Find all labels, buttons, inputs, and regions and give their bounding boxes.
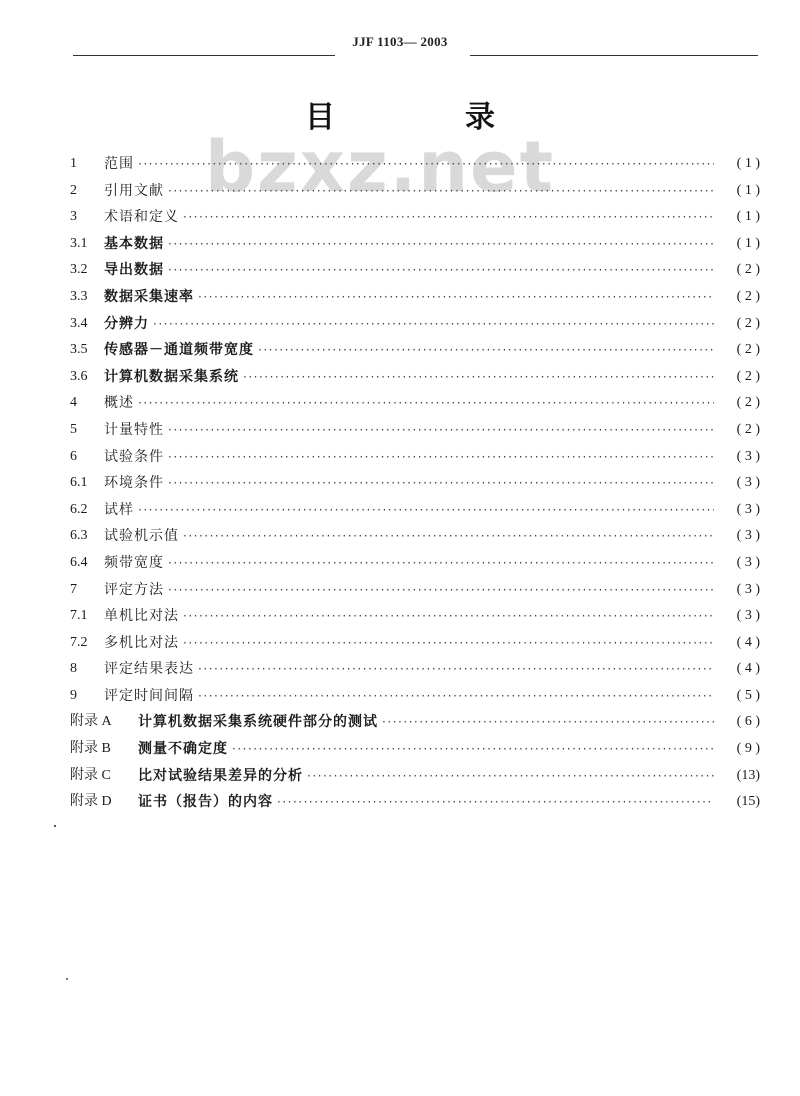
toc-dot-leader (183, 523, 714, 550)
toc-entry (70, 470, 760, 497)
toc-entry-page: ( 4 ) (736, 661, 760, 677)
toc-entry (70, 417, 760, 444)
scan-speck (54, 825, 56, 827)
toc-entry (70, 550, 760, 577)
toc-entry-number: 2 (70, 182, 77, 198)
toc-entry (70, 204, 760, 231)
toc-entry-number: 3.4 (70, 315, 88, 331)
toc-entry (70, 497, 760, 524)
toc-entry-number: 3.5 (70, 342, 88, 358)
toc-entry-number: 3 (70, 209, 77, 225)
toc-entry (70, 231, 760, 258)
toc-dot-leader (168, 178, 714, 205)
toc-dot-leader (168, 444, 714, 471)
toc-dot-leader (198, 656, 714, 683)
toc-dot-leader (382, 709, 714, 736)
toc-dot-leader (138, 151, 714, 178)
toc-entry-page: ( 3 ) (736, 501, 760, 517)
toc-entry (70, 311, 760, 338)
toc-entry-page: ( 1 ) (736, 209, 760, 225)
toc-entry-number: 6 (70, 448, 77, 464)
toc-dot-leader (277, 789, 714, 816)
toc-entry-title: 范围 (104, 156, 134, 172)
watermark: bzxz.net (204, 126, 556, 208)
toc-entry (70, 257, 760, 284)
toc-entry (70, 656, 760, 683)
toc-entry (70, 683, 760, 710)
toc-entry-number: 附录 A (70, 714, 112, 730)
toc-entry (70, 390, 760, 417)
toc-entry-number: 9 (70, 687, 77, 703)
toc-entry-number: 附录 B (70, 741, 111, 757)
toc-entry (70, 577, 760, 604)
header-rule-right (470, 55, 758, 56)
toc-dot-leader (153, 311, 714, 338)
toc-entry-number: 3.3 (70, 288, 88, 304)
toc-entry (70, 523, 760, 550)
toc-entry (70, 337, 760, 364)
toc-dot-leader (243, 364, 714, 391)
toc-entry-title: 概述 (104, 395, 134, 412)
toc-entry-number: 7 (70, 581, 77, 597)
toc-entry-page: ( 2 ) (736, 395, 760, 411)
toc-dot-leader (168, 257, 714, 284)
toc-entry-title: 单机比对法 (104, 608, 179, 625)
toc-entry-page: ( 1 ) (736, 156, 760, 171)
toc-dot-leader (183, 630, 714, 657)
toc-dot-leader (307, 763, 714, 790)
toc-entry-number: 6.3 (70, 528, 88, 544)
toc-dot-leader (258, 337, 714, 364)
toc-entry (70, 763, 760, 790)
toc-entry-page: ( 6 ) (736, 714, 760, 730)
toc-dot-leader (168, 577, 714, 604)
toc-entry-title: 数据采集速率 (104, 288, 194, 305)
toc-entry (70, 709, 760, 736)
toc-entry-page: ( 4 ) (736, 634, 760, 650)
toc-entry (70, 736, 760, 763)
toc-entry-page: (13) (736, 767, 760, 783)
toc-entry-number: 6.4 (70, 554, 88, 570)
page-header-code: JJF 1103— 2003 (352, 34, 448, 49)
toc-entry-title: 测量不确定度 (138, 741, 228, 758)
toc-entry-page: ( 2 ) (736, 342, 760, 358)
toc-entry-title: 分辨力 (104, 315, 149, 332)
toc-entry-number: 3.6 (70, 368, 88, 384)
toc-entry-page: ( 3 ) (736, 448, 760, 464)
table-of-contents (70, 151, 760, 816)
toc-entry-title: 环境条件 (104, 475, 164, 492)
toc-entry (70, 178, 760, 205)
toc-entry-title: 评定时间间隔 (104, 687, 194, 704)
toc-dot-leader (138, 497, 714, 524)
toc-entry-number: 5 (70, 421, 77, 437)
header-rule-left (73, 55, 335, 56)
toc-entry-title: 试验条件 (104, 448, 164, 465)
toc-entry-title: 评定结果表达 (104, 661, 194, 678)
toc-entry-number: 8 (70, 661, 77, 677)
toc-entry-page: ( 9 ) (736, 741, 760, 757)
toc-entry-title: 计算机数据采集系统 (104, 368, 239, 385)
toc-dot-leader (183, 603, 714, 630)
toc-entry-page: ( 3 ) (736, 554, 760, 570)
toc-entry-number: 3.2 (70, 262, 88, 278)
scan-speck (66, 978, 68, 980)
toc-entry (70, 444, 760, 471)
toc-entry-title: 引用文献 (104, 182, 164, 199)
toc-dot-leader (198, 683, 714, 710)
toc-dot-leader (198, 284, 714, 311)
toc-entry (70, 630, 760, 657)
toc-entry-title: 术语和定义 (104, 209, 179, 226)
toc-dot-leader (168, 550, 714, 577)
toc-entry-number: 7.2 (70, 634, 88, 650)
toc-entry-number: 1 (70, 156, 77, 171)
toc-entry-page: ( 3 ) (736, 528, 760, 544)
toc-entry-title: 频带宽度 (104, 554, 164, 571)
toc-entry (70, 284, 760, 311)
toc-entry-title: 计量特性 (104, 421, 164, 438)
toc-entry-number: 附录 C (70, 767, 111, 783)
toc-entry-title: 多机比对法 (104, 634, 179, 651)
toc-entry-number: 7.1 (70, 608, 88, 624)
toc-entry-title: 计算机数据采集系统硬件部分的测试 (138, 714, 378, 731)
toc-dot-leader (183, 204, 714, 231)
toc-entry-title: 证书（报告）的内容 (138, 794, 273, 811)
toc-entry-page: ( 2 ) (736, 288, 760, 304)
toc-dot-leader (232, 736, 714, 763)
page-title: 目 录 (305, 100, 545, 135)
toc-dot-leader (168, 231, 714, 258)
toc-entry-page: ( 2 ) (736, 368, 760, 384)
toc-entry-page: ( 1 ) (736, 235, 760, 251)
toc-entry-title: 试验机示值 (104, 528, 179, 545)
toc-entry-title: 传感器－通道频带宽度 (104, 342, 254, 359)
toc-entry-page: ( 3 ) (736, 581, 760, 597)
toc-entry-page: (15) (736, 794, 760, 810)
toc-entry (70, 603, 760, 630)
toc-dot-leader (168, 470, 714, 497)
toc-entry-number: 4 (70, 395, 77, 411)
toc-entry-number: 附录 D (70, 794, 112, 810)
toc-dot-leader (168, 417, 714, 444)
toc-entry-title: 试样 (104, 501, 134, 518)
toc-entry (70, 364, 760, 391)
toc-entry-page: ( 1 ) (736, 182, 760, 198)
toc-entry-page: ( 3 ) (736, 475, 760, 491)
toc-entry-number: 6.2 (70, 501, 88, 517)
toc-entry-page: ( 3 ) (736, 608, 760, 624)
toc-dot-leader (138, 390, 714, 417)
toc-entry-page: ( 2 ) (736, 315, 760, 331)
toc-entry-page: ( 2 ) (736, 421, 760, 437)
toc-entry (70, 789, 760, 816)
toc-entry-page: ( 5 ) (736, 687, 760, 703)
toc-entry-title: 导出数据 (104, 262, 164, 279)
toc-entry-title: 比对试验结果差异的分析 (138, 767, 303, 784)
toc-entry-page: ( 2 ) (736, 262, 760, 278)
toc-entry-title: 基本数据 (104, 235, 164, 252)
toc-entry-title: 评定方法 (104, 581, 164, 598)
toc-entry (70, 151, 760, 178)
toc-entry-number: 3.1 (70, 235, 88, 251)
toc-entry-number: 6.1 (70, 475, 88, 491)
